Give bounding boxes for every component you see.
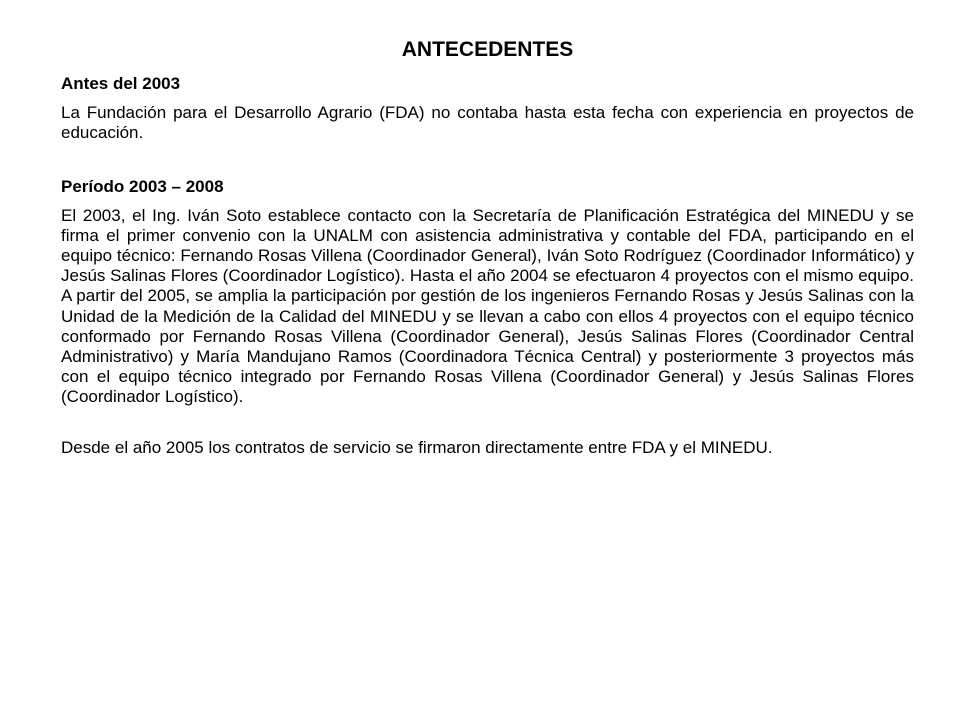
section-heading-periodo-2003-2008: Período 2003 – 2008 [61, 177, 224, 197]
closing-paragraph: Desde el año 2005 los contratos de servicio se firmaron directamente entre FDA y el MINEDU. [61, 437, 773, 457]
slide-content [61, 28, 914, 458]
section-heading-antes-2003: Antes del 2003 [61, 74, 181, 94]
page-title: ANTECEDENTES [401, 38, 574, 61]
section-paragraph-antes-2003: La Fundación para el Desarrollo Agrario (FDA) no contaba hasta esta fecha con experiencia en proyectos de educación. [61, 102, 914, 142]
section-paragraph-periodo-2003-2008: El 2003, el Ing. Iván Soto establece contacto con la Secretaría de Planificación Estratégica del MINEDU y se firma el primer convenio con la UNALM con asistencia administrativa y contable del FDA, participando en el equipo técnico: Fernando Rosas Villena (Coordinador General), Iván Soto Rodríguez (Coordinador Informático) y Jesús Salinas Flores (Coordinador Logístico). Hasta el año 2004 se efectuaron 4 proyectos con el mismo equipo. A partir del 2005, se amplia la participación por gestión de los ingenieros Fernando Rosas y Jesús Salinas con la Unidad de la Medición de la Calidad del MINEDU y se llevan a cabo con ellos 4 proyectos con el equipo técnico conformado por Fernando Rosas Villena (Coordinador General), Jesús Salinas Flores (Coordinador Central Administrativo) y María Mandujano Ramos (Coordinadora Técnica Central) y posteriormente 3 proyectos más con el equipo técnico integrado por Fernando Rosas Villena (Coordinador General) y Jesús Salinas Flores (Coordinador Logístico). [61, 205, 914, 407]
